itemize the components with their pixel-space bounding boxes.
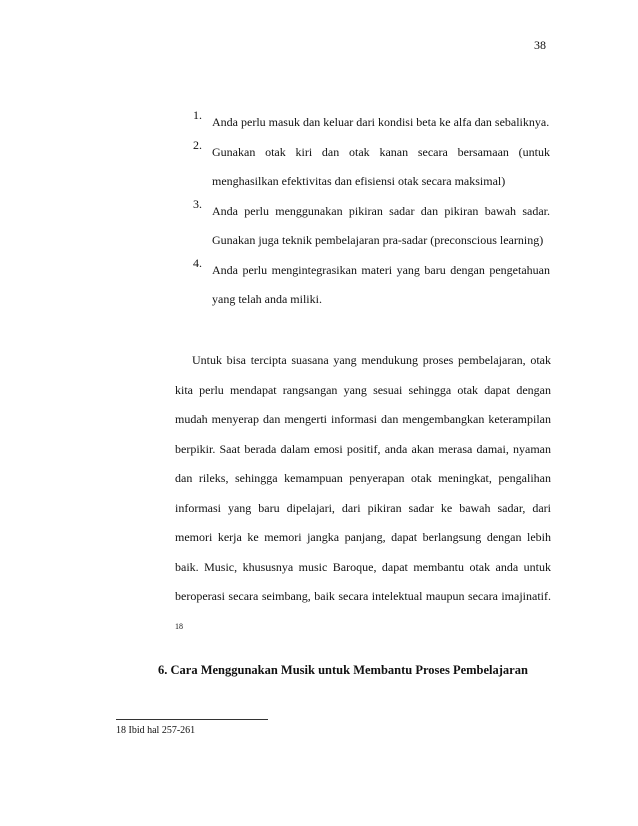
list-item-number: 3.: [193, 196, 202, 211]
list-item-number: 2.: [193, 137, 202, 152]
list-item-text: Gunakan otak kiri dan otak kanan secara bersamaan (untuk menghasilkan efektivitas dan efisiensi otak secara maksimal): [212, 144, 550, 188]
list-item: [194, 256, 550, 315]
numbered-list: [194, 108, 550, 315]
page-number: 38: [534, 38, 546, 52]
list-item-number: 1.: [193, 108, 202, 122]
footnote-reference: 18: [175, 621, 183, 631]
list-item-text: Anda perlu menggunakan pikiran sadar dan pikiran bawah sadar. Gunakan juga teknik pembelajaran pra-sadar (preconscious learning): [212, 203, 550, 247]
list-item-number: 4.: [193, 255, 202, 270]
footnote-text: 18 Ibid hal 257-261: [116, 725, 196, 736]
list-item: [194, 138, 550, 197]
section-heading: 6. Cara Menggunakan Musik untuk Membantu Proses Pembelajaran: [158, 663, 528, 677]
list-item: [194, 108, 550, 138]
list-item: [194, 197, 550, 256]
list-item-text: Anda perlu masuk dan keluar dari kondisi beta ke alfa dan sebaliknya.: [212, 115, 550, 129]
footnote-divider: [116, 719, 268, 720]
body-paragraph: [175, 346, 551, 646]
list-item-text: Anda perlu mengintegrasikan materi yang baru dengan pengetahuan yang telah anda miliki.: [212, 262, 550, 306]
body-paragraph-text: Untuk bisa tercipta suasana yang mendukung proses pembelajaran, otak kita perlu mendapat rangsangan yang sesuai sehingga otak dapat dengan mudah menyerap dan mengerti informasi dan mengembangkan keterampilan berpikir. Saat berada dalam emosi positif, anda akan merasa damai, nyaman dan rileks, sehingga kemampuan penyerapan otak meningkat, pengalihan informasi yang baru dipelajari, dari pikiran sadar ke bawah sadar, dari memori kerja ke memori jangka panjang, dapat berlangsung dengan lebih baik. Music, khususnya music Baroque, dapat membantu otak anda untuk beroperasi secara seimbang, baik secara intelektual maupun secara imajinatif.: [175, 353, 551, 603]
